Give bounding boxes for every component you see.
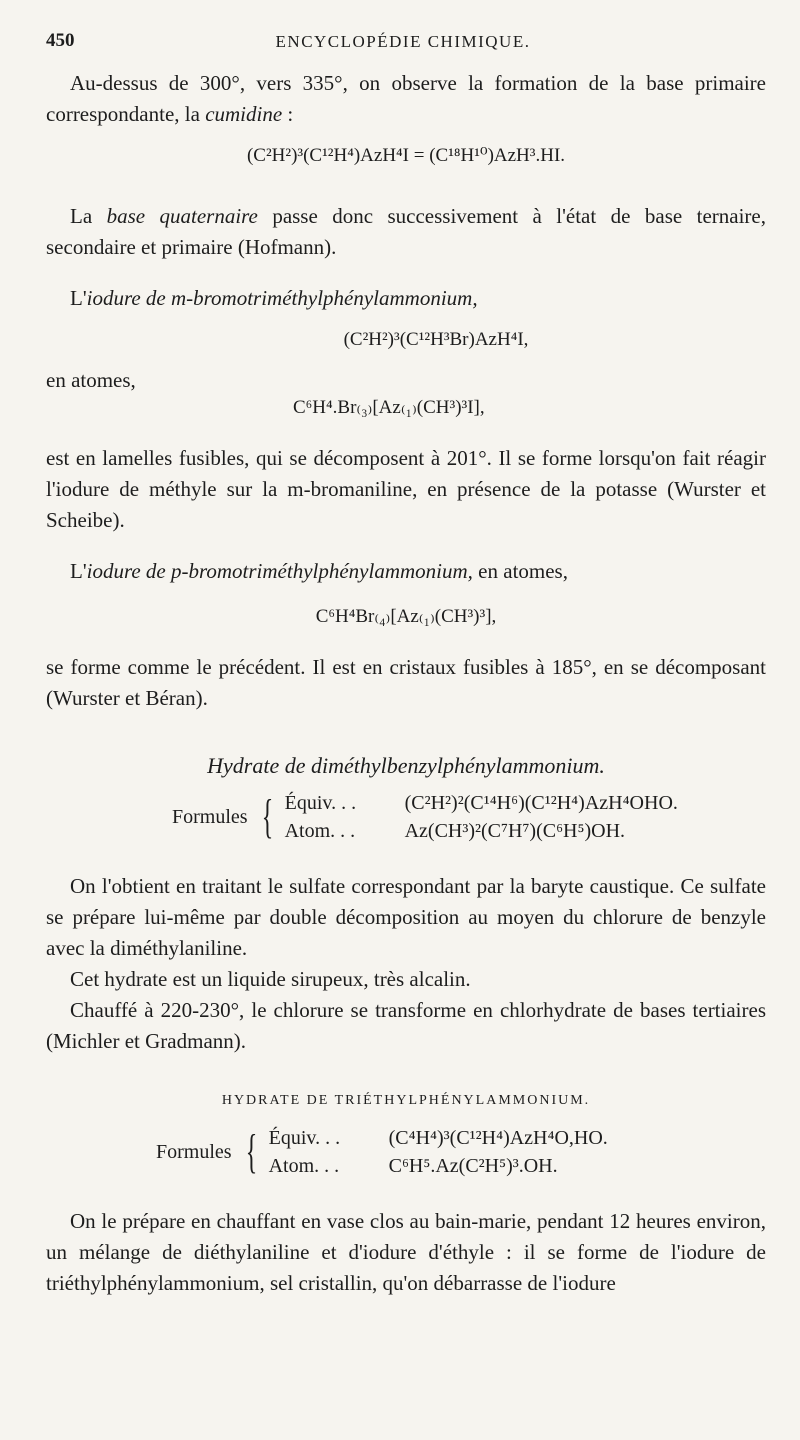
- label-en-atomes: en atomes,: [46, 368, 136, 392]
- atom-formula: Az(CH³)²(C⁷H⁷)(C⁶H⁵)OH.: [404, 820, 626, 842]
- formula-m-bromo-atom: C⁶H⁴.Br₍₃₎[Az₍₁₎(CH³)³I],: [293, 397, 485, 418]
- paragraph-text: en atomes,: [472, 559, 568, 583]
- equiv-label: Équiv. . .: [284, 792, 357, 814]
- equiv-label: Équiv. . .: [268, 1127, 341, 1149]
- formules-block-dimethylbenzyl: [172, 789, 766, 845]
- paragraph-text: L': [70, 559, 87, 583]
- brace-icon: {: [245, 1125, 257, 1178]
- formules-label: Formules: [156, 1141, 232, 1163]
- section-heading-triethyl: HYDRATE DE TRIÉTHYLPHÉNYLAMMONIUM.: [221, 1093, 591, 1108]
- page-number: 450: [46, 30, 75, 51]
- formula-m-bromo-equiv: (C²H²)³(C¹²H³Br)AzH⁴I,: [343, 329, 529, 350]
- formules-row-atom: [285, 817, 678, 845]
- equiv-formula: (C⁴H⁴)³(C¹²H⁴)AzH⁴O,HO.: [388, 1127, 608, 1149]
- formules-row-atom: [269, 1152, 608, 1180]
- formules-row-equiv: [269, 1124, 608, 1152]
- section-heading-dimethylbenzyl: Hydrate de diméthylbenzylphénylammonium.: [207, 753, 605, 778]
- atom-formula: C⁶H⁵.Az(C²H⁵)³.OH.: [388, 1155, 558, 1177]
- paragraph-text: La: [70, 204, 107, 228]
- page-header: [46, 30, 760, 60]
- paragraph-base-quaternaire: [46, 201, 766, 263]
- formules-block-triethyl: [156, 1124, 766, 1180]
- formules-row-equiv: [285, 789, 678, 817]
- paragraph-m-bromo-description: est en lamelles fusibles, qui se décomposent à 201°. Il se forme lorsqu'on fait réagir l'iodure de méthyle sur la m-bromaniline, en présence de la potasse (Wurster et Scheibe).: [46, 446, 766, 532]
- atom-label: Atom. . .: [268, 1155, 340, 1177]
- paragraph-p-bromo-title: [46, 556, 766, 587]
- brace-icon: {: [261, 790, 273, 843]
- italic-term: cumidine: [205, 102, 283, 126]
- paragraph-cumidine: [46, 68, 766, 130]
- formula-cumidine: (C²H²)³(C¹²H⁴)AzH⁴I = (C¹⁸H¹⁰)AzH³.HI.: [246, 145, 566, 166]
- paragraph-p-bromo-description: se forme comme le précédent. Il est en cristaux fusibles à 185°, en se décomposant (Wurster et Béran).: [46, 655, 766, 710]
- paragraph-text: Au-dessus de 300°, vers 335°, on observe la formation de la base primaire correspondante, la: [46, 71, 766, 126]
- italic-term: iodure de p-bromotriméthylphénylammonium,: [86, 559, 473, 583]
- paragraph-obtention: On l'obtient en traitant le sulfate correspondant par la baryte caustique. Ce sulfate se prépare lui-même par double décomposition au moyen du chlorure de benzyle avec la diméthylaniline.: [46, 874, 766, 960]
- equiv-formula: (C²H²)²(C¹⁴H⁶)(C¹²H⁴)AzH⁴OHO.: [404, 792, 678, 814]
- formules-rows: [269, 1124, 608, 1180]
- formules-rows: [285, 789, 678, 845]
- paragraph-m-bromo-title: [46, 283, 766, 314]
- paragraph-hydrate: Cet hydrate est un liquide sirupeux, très alcalin.: [70, 967, 471, 991]
- running-title: ENCYCLOPÉDIE CHIMIQUE.: [275, 32, 531, 51]
- page-body: [46, 68, 766, 1299]
- formules-label: Formules: [172, 806, 248, 828]
- atom-label: Atom. . .: [284, 820, 356, 842]
- paragraph-preparation: On le prépare en chauffant en vase clos au bain-marie, pendant 12 heures environ, un mélange de diéthylaniline et d'iodure d'éthyle : il se forme de l'iodure de triéthylphénylammonium, sel cristallin, qu'on débarrasse de l'iodure: [46, 1209, 766, 1295]
- paragraph-text: L': [70, 286, 87, 310]
- paragraph-text: :: [282, 102, 294, 126]
- italic-term: base quaternaire: [106, 204, 258, 228]
- paragraph-chauffe: Chauffé à 220-230°, le chlorure se transforme en chlorhydrate de bases tertiaires (Michler et Gradmann).: [46, 998, 766, 1053]
- formula-p-bromo: C⁶H⁴Br₍₄₎[Az₍₁₎(CH³)³],: [315, 606, 497, 627]
- italic-term: iodure de m-bromotriméthylphénylammonium,: [86, 286, 478, 310]
- paragraph-text: passe donc successivement à l'état de base ternaire, secondaire et primaire (Hofmann).: [46, 204, 766, 259]
